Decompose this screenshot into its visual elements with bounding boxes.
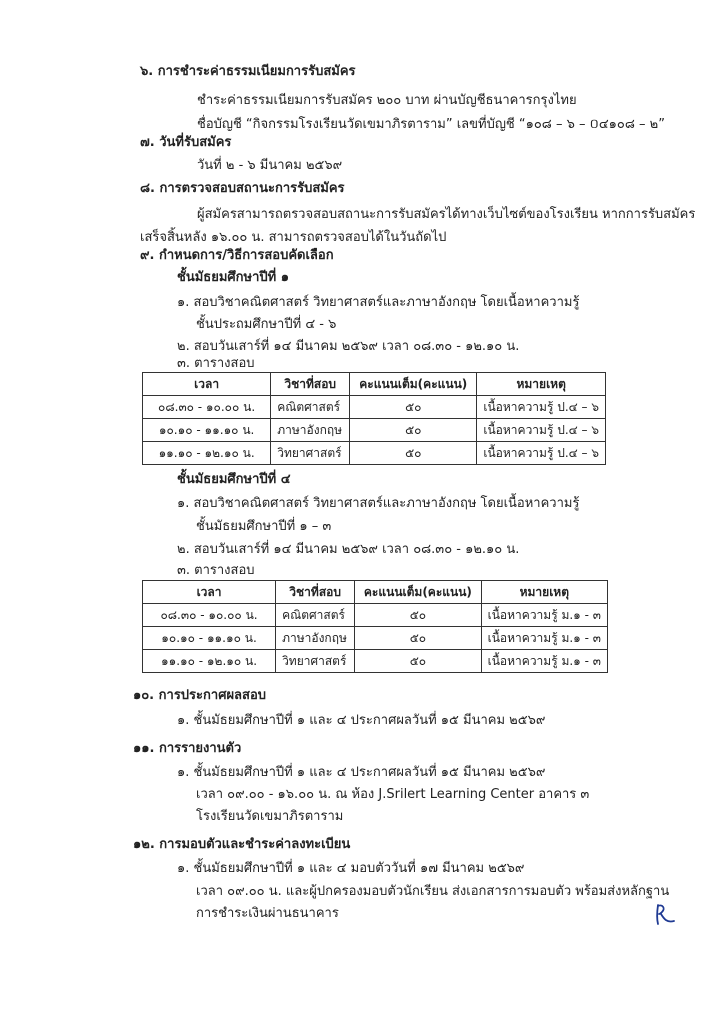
m4-subheading: ชั้นมัธยมศึกษาปีที่ ๔ bbox=[177, 472, 291, 487]
header-time: เวลา bbox=[143, 581, 276, 604]
section-12-line-3: การชำระเงินผ่านธนาคาร bbox=[196, 906, 339, 921]
header-subject: วิชาที่สอบ bbox=[276, 581, 355, 604]
table-header-row bbox=[143, 373, 606, 396]
m1-item-3: ๓. ตารางสอบ bbox=[177, 356, 255, 371]
m1-item-2: ๒. สอบวันเสาร์ที่ ๑๔ มีนาคม ๒๕๖๙ เวลา ๐๘.๓๐ - ๑๒.๑๐ น. bbox=[177, 339, 520, 354]
header-time: เวลา bbox=[143, 373, 271, 396]
section-11-heading: ๑๑. การรายงานตัว bbox=[133, 741, 242, 756]
table-row bbox=[143, 627, 608, 650]
cell-subject: คณิตศาสตร์ bbox=[271, 396, 350, 419]
m1-item-1-level: ชั้นประถมศึกษาปีที่ ๔ - ๖ bbox=[196, 317, 337, 332]
section-8-heading: ๘. การตรวจสอบสถานะการรับสมัคร bbox=[140, 181, 345, 196]
cell-score: ๕๐ bbox=[350, 442, 477, 465]
m4-item-2: ๒. สอบวันเสาร์ที่ ๑๔ มีนาคม ๒๕๖๙ เวลา ๐๘.๓๐ - ๑๒.๑๐ น. bbox=[177, 542, 520, 557]
m1-item-1: ๑. สอบวิชาคณิตศาสตร์ วิทยาศาสตร์และภาษาอังกฤษ โดยเนื้อหาความรู้ bbox=[177, 295, 580, 310]
section-11-line-2: เวลา ๐๙.๐๐ - ๑๖.๐๐ น. ณ ห้อง J.Srilert Learning Center อาคาร ๓ bbox=[196, 787, 590, 802]
table-row bbox=[143, 604, 608, 627]
cell-remark: เนื้อหาความรู้ ป.๔ – ๖ bbox=[477, 442, 606, 465]
header-subject: วิชาที่สอบ bbox=[271, 373, 350, 396]
cell-remark: เนื้อหาความรู้ ป.๔ – ๖ bbox=[477, 396, 606, 419]
section-10-heading: ๑๐. การประกาศผลสอบ bbox=[133, 688, 267, 703]
section-12-line-2: เวลา ๐๙.๐๐ น. และผู้ปกครองมอบตัวนักเรียน ส่งเอกสารการมอบตัว พร้อมส่งหลักฐาน bbox=[196, 884, 670, 899]
header-remark: หมายเหตุ bbox=[481, 581, 607, 604]
section-8-line-1: ผู้สมัครสามารถตรวจสอบสถานะการรับสมัครได้ทางเว็บไซต์ของโรงเรียน หากการรับสมัคร bbox=[197, 207, 696, 222]
handwritten-initial-mark bbox=[652, 902, 678, 934]
cell-remark: เนื้อหาความรู้ ม.๑ - ๓ bbox=[481, 650, 607, 673]
table-row bbox=[143, 650, 608, 673]
header-full-score: คะแนนเต็ม(คะแนน) bbox=[350, 373, 477, 396]
cell-time: ๑๑.๑๐ - ๑๒.๑๐ น. bbox=[143, 650, 276, 673]
cell-time: ๐๘.๓๐ - ๑๐.๐๐ น. bbox=[143, 396, 271, 419]
m4-item-3: ๓. ตารางสอบ bbox=[177, 563, 255, 578]
table-header-row bbox=[143, 581, 608, 604]
m4-exam-table bbox=[142, 580, 608, 673]
section-12-heading: ๑๒. การมอบตัวและชำระค่าลงทะเบียน bbox=[133, 837, 351, 852]
section-7-date-line: วันที่ ๒ - ๖ มีนาคม ๒๕๖๙ bbox=[197, 158, 343, 173]
cell-remark: เนื้อหาความรู้ ม.๑ - ๓ bbox=[481, 627, 607, 650]
section-8-line-2: เสร็จสิ้นหลัง ๑๖.๐๐ น. สามารถตรวจสอบได้ในวันถัดไป bbox=[140, 230, 447, 245]
m4-item-1: ๑. สอบวิชาคณิตศาสตร์ วิทยาศาสตร์และภาษาอังกฤษ โดยเนื้อหาความรู้ bbox=[177, 496, 580, 511]
section-7-heading: ๗. วันที่รับสมัคร bbox=[140, 135, 232, 150]
table-row bbox=[143, 442, 606, 465]
cell-time: ๑๑.๑๐ - ๑๒.๑๐ น. bbox=[143, 442, 271, 465]
cell-subject: วิทยาศาสตร์ bbox=[276, 650, 355, 673]
m1-subheading: ชั้นมัธยมศึกษาปีที่ ๑ bbox=[177, 270, 289, 285]
cell-subject: ภาษาอังกฤษ bbox=[276, 627, 355, 650]
cell-score: ๕๐ bbox=[355, 650, 481, 673]
cell-subject: คณิตศาสตร์ bbox=[276, 604, 355, 627]
section-6-fee-line: ชำระค่าธรรมเนียมการรับสมัคร ๒๐๐ บาท ผ่านบัญชีธนาคารกรุงไทย bbox=[197, 93, 577, 108]
section-10-line-1: ๑. ชั้นมัธยมศึกษาปีที่ ๑ และ ๔ ประกาศผลวันที่ ๑๕ มีนาคม ๒๕๖๙ bbox=[177, 713, 546, 728]
section-11-line-1: ๑. ชั้นมัธยมศึกษาปีที่ ๑ และ ๔ ประกาศผลวันที่ ๑๕ มีนาคม ๒๕๖๙ bbox=[177, 765, 546, 780]
m4-item-1-level: ชั้นมัธยมศึกษาปีที่ ๑ – ๓ bbox=[196, 519, 332, 534]
header-full-score: คะแนนเต็ม(คะแนน) bbox=[355, 581, 481, 604]
cell-score: ๕๐ bbox=[350, 396, 477, 419]
header-remark: หมายเหตุ bbox=[477, 373, 606, 396]
section-12-line-1: ๑. ชั้นมัธยมศึกษาปีที่ ๑ และ ๔ มอบตัววันที่ ๑๗ มีนาคม ๒๕๖๙ bbox=[177, 861, 525, 876]
cell-score: ๕๐ bbox=[350, 419, 477, 442]
cell-score: ๕๐ bbox=[355, 604, 481, 627]
cell-time: ๐๘.๓๐ - ๑๐.๐๐ น. bbox=[143, 604, 276, 627]
cell-score: ๕๐ bbox=[355, 627, 481, 650]
m1-exam-table bbox=[142, 372, 606, 465]
table-row bbox=[143, 396, 606, 419]
cell-time: ๑๐.๑๐ - ๑๑.๑๐ น. bbox=[143, 419, 271, 442]
section-6-account-line: ชื่อบัญชี “กิจกรรมโรงเรียนวัดเขมาภิรตาราม” เลขที่บัญชี “๑๐๘ – ๖ – ០๔๑๐๘ – ๒” bbox=[197, 117, 665, 132]
cell-subject: วิทยาศาสตร์ bbox=[271, 442, 350, 465]
table-row bbox=[143, 419, 606, 442]
section-9-heading: ๙. กำหนดการ/วิธีการสอบคัดเลือก bbox=[140, 248, 334, 263]
cell-remark: เนื้อหาความรู้ ป.๔ – ๖ bbox=[477, 419, 606, 442]
section-11-line-3: โรงเรียนวัดเขมาภิรตาราม bbox=[196, 809, 344, 824]
section-6-heading: ๖. การชำระค่าธรรมเนียมการรับสมัคร bbox=[140, 64, 356, 79]
cell-subject: ภาษาอังกฤษ bbox=[271, 419, 350, 442]
cell-time: ๑๐.๑๐ - ๑๑.๑๐ น. bbox=[143, 627, 276, 650]
cell-remark: เนื้อหาความรู้ ม.๑ - ๓ bbox=[481, 604, 607, 627]
